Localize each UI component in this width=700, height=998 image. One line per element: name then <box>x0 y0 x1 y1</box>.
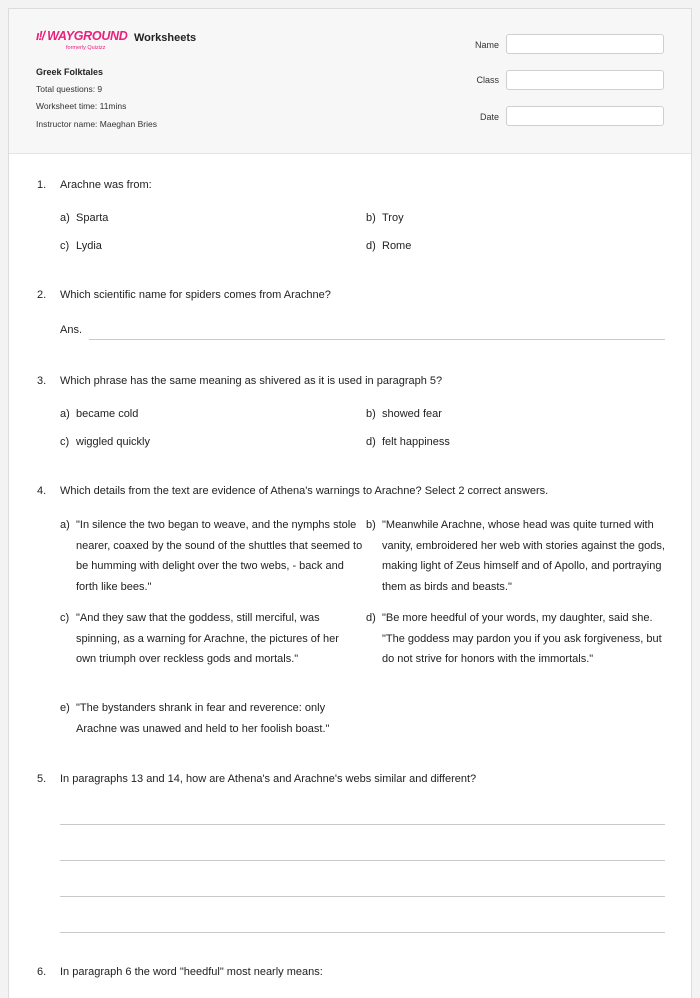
option-3c: c) wiggled quickly <box>60 436 150 448</box>
question-text: Which phrase has the same meaning as shivered as it is used in paragraph 5? <box>60 375 443 387</box>
worksheet-time: Worksheet time: 11mins <box>36 101 127 111</box>
question-4: 4. Which details from the text are evidence of Athena's warnings to Arachne? Select 2 correct answers. <box>37 485 549 497</box>
option-1a: a) Sparta <box>60 212 109 224</box>
worksheet-title: Greek Folktales <box>36 67 104 77</box>
answer-label: Ans. <box>60 324 83 336</box>
name-label: Name <box>474 40 499 50</box>
answer-line[interactable] <box>60 824 665 825</box>
option-1b: b) Troy <box>366 212 404 224</box>
question-2: 2. Which scientific name for spiders comes from Arachne? <box>37 289 331 301</box>
option-4e: e) "The bystanders shrank in fear and reverence: only Arachne was unawed and held to her foolish boast." <box>60 702 330 735</box>
option-4d: d) "Be more heedful of your words, my daughter, said she. "The goddess may pardon you if you ask forgiveness, but do not strive for honors with the immortals." <box>366 612 662 665</box>
question-text: Which details from the text are evidence of Athena's warnings to Arachne? Select 2 correct answers. <box>60 485 549 497</box>
question-5: 5. In paragraphs 13 and 14, how are Athena's and Arachne's webs similar and different? <box>37 773 477 785</box>
option-4b: b) "Meanwhile Arachne, whose head was quite turned with vanity, embroidered her web with stories against the gods, making light of Zeus himself and of Apollo, and portraying them as birds and beasts." <box>366 519 665 593</box>
wayground-logo <box>36 29 197 51</box>
question-text: In paragraph 6 the word "heedful" most nearly means: <box>60 966 323 978</box>
option-4c: c) "And they saw that the goddess, still merciful, was spinning, as a warning for Arachne, the pictures of her own triumph over reckless gods and mortals." <box>60 612 339 665</box>
worksheet-header <box>9 9 691 154</box>
total-questions: Total questions: 9 <box>36 84 103 94</box>
answer-line[interactable] <box>60 860 665 861</box>
option-3b: b) showed fear <box>366 408 442 420</box>
wayground-logo-mark-icon: ı!/ <box>36 29 45 43</box>
question-1: 1. Arachne was from: <box>37 179 152 191</box>
question-text: Which scientific name for spiders comes from Arachne? <box>60 289 331 301</box>
question-text: Arachne was from: <box>60 179 152 191</box>
option-3a: a) became cold <box>60 408 139 420</box>
date-label: Date <box>479 112 499 122</box>
instructor-name: Instructor name: Maeghan Bries <box>36 119 157 129</box>
answer-line[interactable] <box>60 896 665 897</box>
worksheet-page <box>8 8 692 998</box>
name-field[interactable] <box>506 34 664 54</box>
option-1d: d) Rome <box>366 240 412 252</box>
option-3d: d) felt happiness <box>366 436 450 448</box>
product-name: Worksheets <box>134 32 197 44</box>
answer-line[interactable] <box>89 339 665 340</box>
class-field[interactable] <box>506 70 664 90</box>
question-text: In paragraphs 13 and 14, how are Athena's and Arachne's webs similar and different? <box>60 773 477 785</box>
brand-tagline: formerly Quizizz <box>66 45 106 51</box>
option-1c: c) Lydia <box>60 240 102 252</box>
question-3: 3. Which phrase has the same meaning as shivered as it is used in paragraph 5? <box>37 375 443 387</box>
brand-name: WAYGROUND <box>47 29 128 43</box>
option-4a: a) "In silence the two began to weave, and the nymphs stole nearer, coaxed by the sound of the shuttles that seemed to be humming with delight over the two webs, - back and forth like bees." <box>60 519 363 593</box>
date-field[interactable] <box>506 106 664 126</box>
question-6: 6. In paragraph 6 the word "heedful" most nearly means: <box>37 966 323 978</box>
answer-line[interactable] <box>60 932 665 933</box>
class-label: Class <box>476 75 499 85</box>
